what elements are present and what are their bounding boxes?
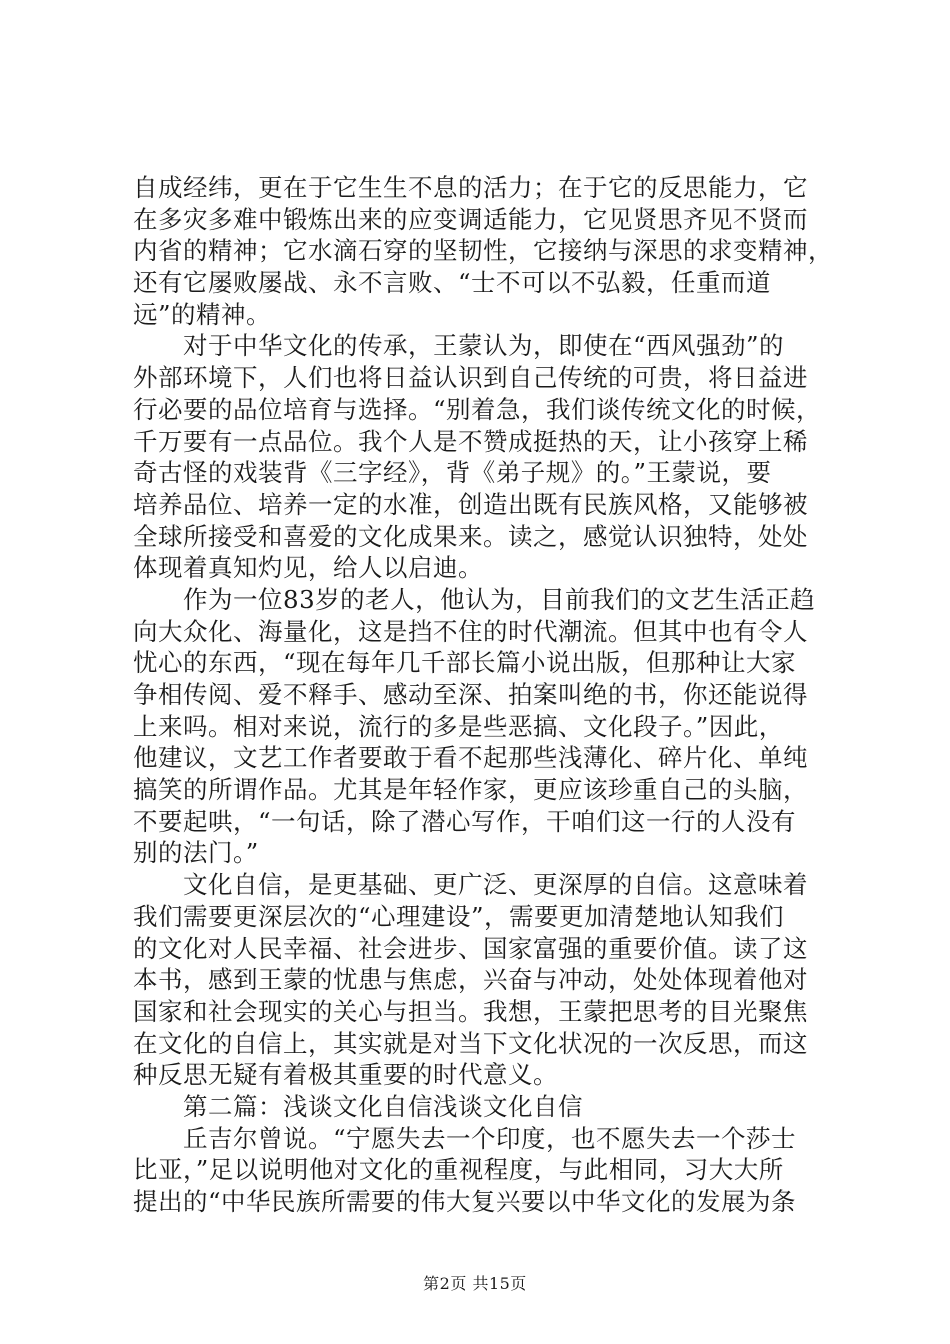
text-line: 文化自信，是更基础、更广泛、更深厚的自信。这意味着 <box>133 870 808 900</box>
text-line: 搞笑的所谓作品。尤其是年轻作家，更应该珍重自己的头脑， <box>133 775 808 805</box>
text-line: 上来吗。相对来说，流行的多是些恶搞、文化段子。”因此， <box>133 711 784 741</box>
text-line: 内省的精神；它水滴石穿的坚韧性，它接纳与深思的求变精神， <box>133 236 833 266</box>
text-line: 种反思无疑有着极其重要的时代意义。 <box>133 1060 558 1090</box>
text-line: 奇古怪的戏装背《三字经》，背《弟子规》的。”王蒙说，要 <box>133 458 772 488</box>
text-line: 还有它屡败屡战、永不言败、“士不可以不弘毅，任重而道 <box>133 268 772 298</box>
page-number-footer: 第2页 共15页 <box>423 1274 527 1293</box>
text-line: 提出的“中华民族所需要的伟大复兴要以中华文化的发展为条 <box>133 1187 797 1216</box>
text-line: 别的法门。” <box>133 838 259 868</box>
text-line: 培养品位、培养一定的水准，创造出既有民族风格，又能够被 <box>133 489 808 519</box>
text-line: 体现着真知灼见，给人以启迪。 <box>133 553 483 583</box>
text-line: 我们需要更深层次的“心理建设”，需要更加清楚地认知我们 <box>133 901 785 931</box>
text-line: 作为一位83岁的老人，他认为，目前我们的文艺生活正趋 <box>133 584 816 614</box>
text-line: 丘吉尔曾说。“宁愿失去一个印度，也不愿失去一个莎士 <box>133 1123 797 1153</box>
text-line: 外部环境下，人们也将日益认识到自己传统的可贵，将日益进 <box>133 363 808 393</box>
text-line: 忧心的东西，“现在每年几千部长篇小说出版，但那种让大家 <box>133 648 797 678</box>
text-line: 争相传阅、爱不释手、感动至深、拍案叫绝的书，你还能说得 <box>133 680 808 709</box>
text-line: 远”的精神。 <box>133 299 272 329</box>
text-line: 千万要有一点品位。我个人是不赞成挺热的天，让小孩穿上稀 <box>133 426 808 456</box>
text-line: 第二篇：浅谈文化自信浅谈文化自信 <box>133 1091 583 1121</box>
text-line: 对于中华文化的传承，王蒙认为，即使在“西风强劲”的 <box>133 331 785 361</box>
text-line: 比亚，”足以说明他对文化的重视程度，与此相同，习大大所 <box>133 1155 784 1185</box>
text-line: 国家和社会现实的关心与担当。我想，王蒙把思考的目光聚焦 <box>133 996 808 1026</box>
text-line: 在文化的自信上，其实就是对当下文化状况的一次反思，而这 <box>133 1028 808 1058</box>
text-line: 的文化对人民幸福、社会进步、国家富强的重要价值。读了这 <box>133 933 808 963</box>
text-line: 自成经纬，更在于它生生不息的活力；在于它的反思能力，它 <box>133 173 808 202</box>
text-line: 不要起哄，“一句话，除了潜心写作，干咱们这一行的人没有 <box>133 806 797 836</box>
body-text <box>133 172 833 1218</box>
text-line: 在多灾多难中锻炼出来的应变调适能力，它见贤思齐见不贤而 <box>133 204 808 234</box>
text-line: 本书，感到王蒙的忧患与焦虑，兴奋与冲动，处处体现着他对 <box>133 965 808 995</box>
text-line: 行必要的品位培育与选择。“别着急，我们谈传统文化的时候， <box>133 394 822 424</box>
text-line: 他建议，文艺工作者要敢于看不起那些浅薄化、碎片化、单纯 <box>133 743 808 773</box>
text-line: 全球所接受和喜爱的文化成果来。读之，感觉认识独特，处处 <box>133 521 808 551</box>
text-line: 向大众化、海量化，这是挡不住的时代潮流。但其中也有令人 <box>133 616 808 646</box>
